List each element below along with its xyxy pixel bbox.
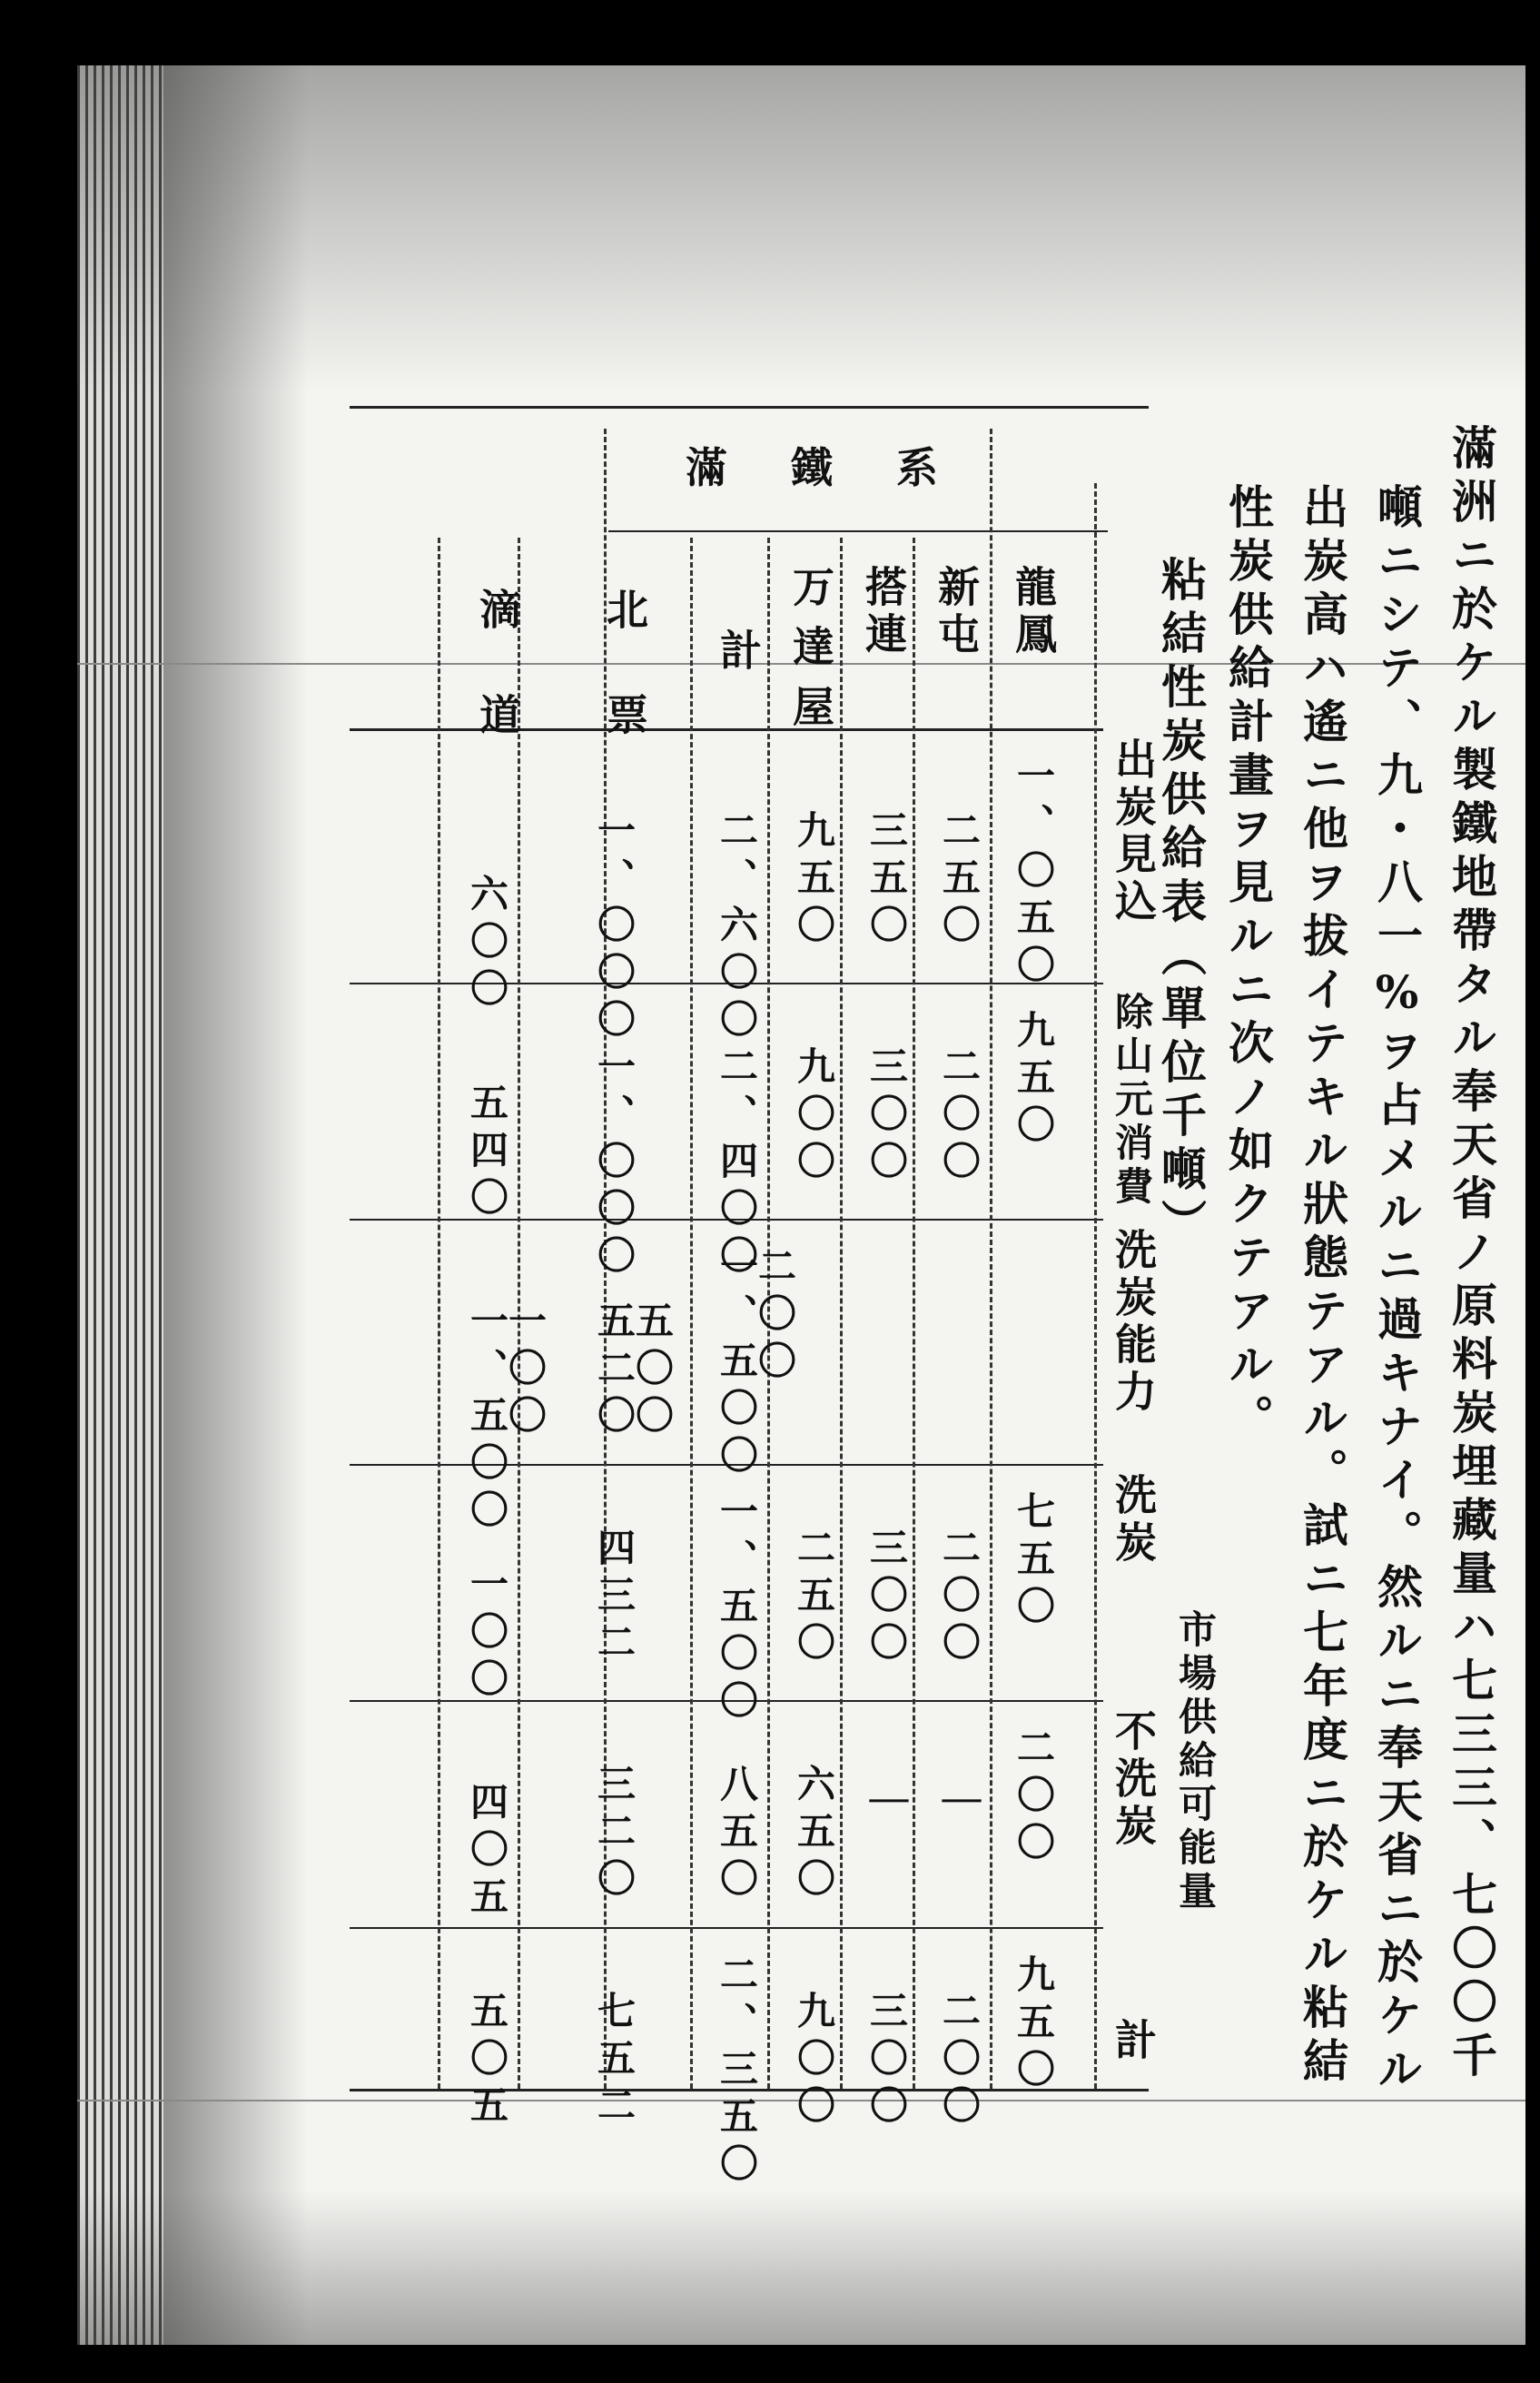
body-text-line-2: 噸ニシテ、九・八一%ヲ占メルニ過キナイ。然ルニ奉天省ニ於ケル bbox=[1370, 483, 1424, 2099]
cell-beipiao-unwashed: 三二〇 bbox=[592, 1764, 637, 1905]
cell-wandawu-unwashed: 六五〇 bbox=[792, 1764, 836, 1905]
cell-didao-output: 六〇〇 bbox=[465, 874, 509, 1015]
book-page bbox=[77, 65, 1525, 2345]
cell-didao-washing-capacity: 一〇〇 一、五〇〇 bbox=[465, 1300, 548, 1537]
row-header-beipiao: 北票 bbox=[600, 588, 649, 798]
cell-didao-unwashed: 四〇五 bbox=[465, 1782, 509, 1923]
cell-total-total: 二、三五〇 bbox=[715, 1954, 759, 2190]
column-divider bbox=[1094, 483, 1097, 2089]
column-divider bbox=[690, 538, 693, 2089]
scan-shadow-left bbox=[163, 65, 309, 2345]
table-top-rule bbox=[350, 406, 1149, 409]
cell-xintun-total: 二〇〇 bbox=[937, 1991, 982, 2132]
cell-wandawu-total: 九〇〇 bbox=[792, 1991, 836, 2132]
cell-wandawu-output: 九五〇 bbox=[792, 810, 836, 952]
cell-beipiao-total: 七五二 bbox=[592, 1991, 637, 2132]
col-header-output-estimate: 出炭見込 bbox=[1109, 737, 1158, 926]
column-divider bbox=[913, 538, 915, 2089]
cell-didao-total: 五〇五 bbox=[465, 1991, 509, 2132]
column-divider bbox=[840, 538, 843, 2089]
row-header-longfeng: 龍鳳 bbox=[1009, 565, 1058, 659]
cell-xintun-output: 二五〇 bbox=[937, 810, 982, 952]
cell-didao-washed: 一〇〇 bbox=[465, 1564, 509, 1706]
body-text-line-1: 滿洲ニ於ケル製鐵地帶タル奉天省ノ原料炭埋藏量ハ七三三、七〇〇千 bbox=[1445, 424, 1498, 2085]
cell-beipiao-net: 一、〇〇〇 bbox=[592, 1046, 637, 1282]
col-header-washed-coal: 洗炭 bbox=[1109, 1473, 1158, 1567]
col-header-total: 計 bbox=[1109, 2018, 1158, 2065]
cell-beipiao-washing-capacity: 五〇〇 五二〇 bbox=[592, 1300, 675, 1442]
cell-total-washing-capacity: 二〇〇 一、五〇〇 bbox=[715, 1246, 797, 1482]
cell-beipiao-output: 一、〇〇〇 bbox=[592, 810, 637, 1046]
cell-talian-total: 三〇〇 bbox=[864, 1991, 909, 2132]
cell-longfeng-total: 九五〇 bbox=[1012, 1954, 1056, 2096]
page-edge-stack bbox=[77, 65, 163, 2345]
market-supply-label: 市場供給可能量 bbox=[1173, 1609, 1218, 1914]
scan-shadow-top bbox=[77, 65, 1525, 392]
cell-xintun-unwashed: ｜ bbox=[937, 1782, 982, 1829]
cell-talian-washed: 三〇〇 bbox=[864, 1528, 909, 1669]
cell-xintun-net: 二〇〇 bbox=[937, 1046, 982, 1188]
cell-talian-unwashed: ｜ bbox=[864, 1782, 909, 1829]
cell-longfeng-output: 一、〇五〇 bbox=[1012, 756, 1056, 992]
cell-wandawu-washed: 二五〇 bbox=[792, 1528, 836, 1669]
row-header-xintun: 新屯 bbox=[932, 565, 981, 659]
col-header-unwashed-coal: 不洗炭 bbox=[1109, 1709, 1158, 1851]
row-header-total: 計 bbox=[714, 628, 763, 676]
col-header-washing-capacity: 洗炭能力 bbox=[1109, 1228, 1158, 1417]
cell-beipiao-washed: 四三二 bbox=[592, 1528, 637, 1669]
cell-total-unwashed: 八五〇 bbox=[715, 1764, 759, 1905]
body-text-line-3: 出炭高ハ遙ニ他ヲ拔イテキル狀態テアル。試ニ七年度ニ於ケル粘結 bbox=[1296, 483, 1349, 2091]
cell-longfeng-unwashed: 二〇〇 bbox=[1012, 1727, 1056, 1869]
group-header-rule bbox=[608, 530, 1108, 532]
scan-shadow-bottom bbox=[77, 2190, 1525, 2345]
col-header-minus-mine-use: 除山元消費 bbox=[1110, 992, 1154, 1210]
cell-longfeng-net: 九五〇 bbox=[1012, 1010, 1056, 1152]
row-header-wandawu: 万達屋 bbox=[786, 565, 835, 745]
cell-talian-output: 三五〇 bbox=[864, 810, 909, 952]
cell-total-net: 二、四〇〇 bbox=[715, 1046, 759, 1282]
cell-longfeng-washed: 七五〇 bbox=[1012, 1491, 1056, 1633]
column-divider bbox=[990, 429, 992, 2089]
cell-talian-net: 三〇〇 bbox=[864, 1046, 909, 1188]
cell-total-output: 二、六〇〇 bbox=[715, 810, 759, 1046]
row-header-didao: 滴道 bbox=[473, 588, 522, 798]
column-divider bbox=[438, 538, 440, 2089]
cell-xintun-washed: 二〇〇 bbox=[937, 1528, 982, 1669]
body-text-line-4: 性炭供給計畫ヲ見ルニ次ノ如クテアル。 bbox=[1221, 483, 1275, 1448]
row-header-talian: 搭連 bbox=[859, 565, 908, 659]
table-caption: 粘結性炭供給表（單位千噸） bbox=[1154, 556, 1208, 1252]
group-label: 滿鐵系 bbox=[686, 443, 1002, 492]
cell-wandawu-net: 九〇〇 bbox=[792, 1046, 836, 1188]
cell-didao-net: 五四〇 bbox=[465, 1083, 509, 1224]
cell-total-washed: 一、五〇〇 bbox=[715, 1491, 759, 1727]
